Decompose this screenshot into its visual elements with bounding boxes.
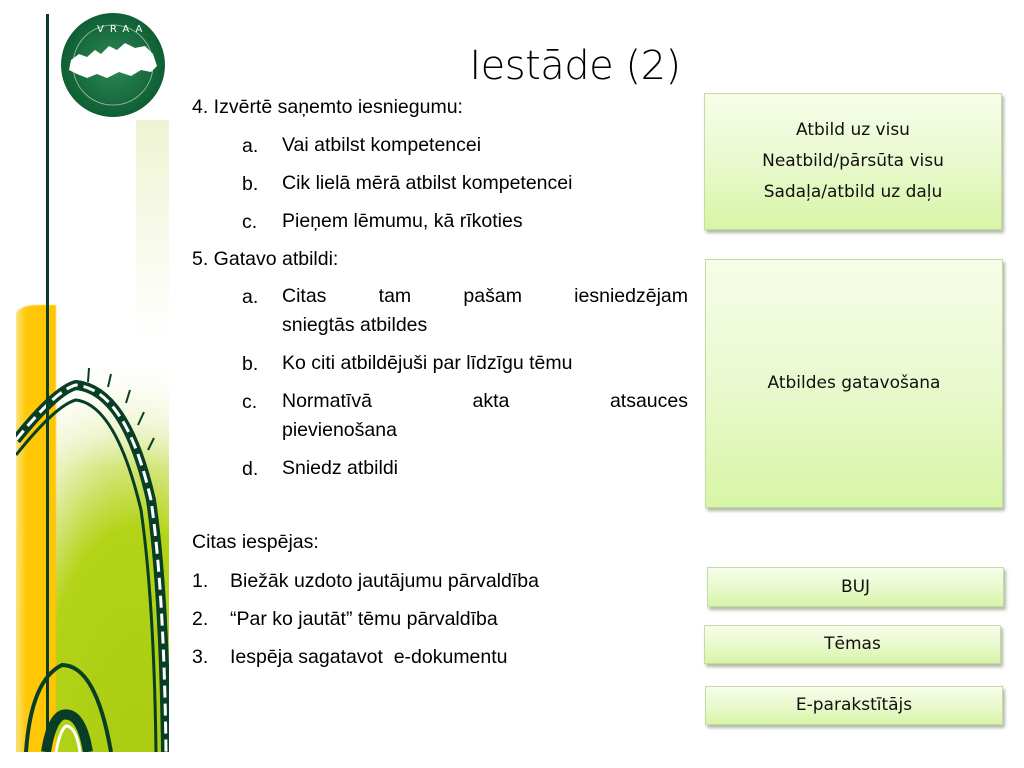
list-text: Iespēja sagatavot e-dokumentu — [230, 646, 508, 668]
list-text-line2: pievienošana — [282, 419, 397, 441]
box-label: E-parakstītājs — [795, 695, 913, 715]
faq-box — [707, 567, 1004, 607]
slide-body — [192, 92, 688, 672]
slide-title: Iestāde (2) — [469, 43, 681, 89]
list-marker: d. — [242, 458, 259, 480]
list-marker: 3. — [192, 646, 209, 668]
list-text: Biežāk uzdoto jautājumu pārvaldība — [230, 570, 539, 592]
list-marker: 1. — [192, 570, 209, 592]
topics-box — [704, 625, 1001, 664]
list-item — [192, 282, 688, 340]
list-item — [192, 454, 688, 483]
list-item — [192, 349, 688, 378]
evaluation-options-box — [704, 93, 1002, 230]
answer-preparation-box — [705, 259, 1003, 508]
decorative-side-graphic — [16, 120, 169, 752]
step-4-heading: 4. Izvērtē saņemto iesniegumu: — [192, 96, 463, 118]
list-item — [192, 207, 688, 236]
list-text: Ko citi atbildējuši par līdzīgu tēmu — [282, 352, 573, 374]
box-label: BUJ — [840, 576, 871, 597]
list-text-line1: Citas tam pašam iesniedzējam — [282, 285, 688, 307]
list-text-line2: sniegtās atbildes — [282, 314, 428, 336]
vraa-logo-icon — [57, 10, 169, 120]
list-text: Vai atbilst kompetencei — [282, 134, 482, 156]
list-marker: c. — [242, 211, 258, 233]
other-options-heading: Citas iespējas: — [192, 531, 319, 553]
list-text-line1: Normatīvā akta atsauces — [282, 390, 688, 412]
list-item — [192, 566, 688, 596]
list-marker: b. — [242, 353, 259, 375]
list-item — [192, 169, 688, 198]
e-signer-box — [705, 686, 1003, 725]
list-marker: c. — [242, 391, 258, 413]
box-line: Sadaļa/atbild uz daļu — [763, 182, 943, 202]
box-line: Neatbild/pārsūta visu — [762, 151, 944, 171]
box-label: Tēmas — [824, 634, 881, 654]
box-label: Atbildes gatavošana — [767, 373, 941, 393]
vertical-divider-line — [46, 14, 49, 752]
step-5-heading: 5. Gatavo atbildi: — [192, 248, 339, 270]
list-text: Pieņem lēmumu, kā rīkoties — [282, 210, 523, 232]
list-marker: a. — [242, 286, 259, 308]
list-marker: b. — [242, 173, 259, 195]
box-line: Atbild uz visu — [796, 120, 910, 140]
arc-lines-graphic — [16, 120, 169, 752]
list-text: Cik lielā mērā atbilst kompetencei — [282, 172, 573, 194]
list-item — [192, 604, 688, 634]
list-item — [192, 387, 688, 445]
list-marker: a. — [242, 135, 259, 157]
list-text: “Par ko jautāt” tēmu pārvaldība — [230, 608, 498, 630]
list-marker: 2. — [192, 608, 209, 630]
list-text: Sniedz atbildi — [282, 457, 398, 479]
logo-acronym: VRAA — [97, 24, 149, 35]
list-item — [192, 131, 688, 160]
list-item — [192, 642, 688, 672]
